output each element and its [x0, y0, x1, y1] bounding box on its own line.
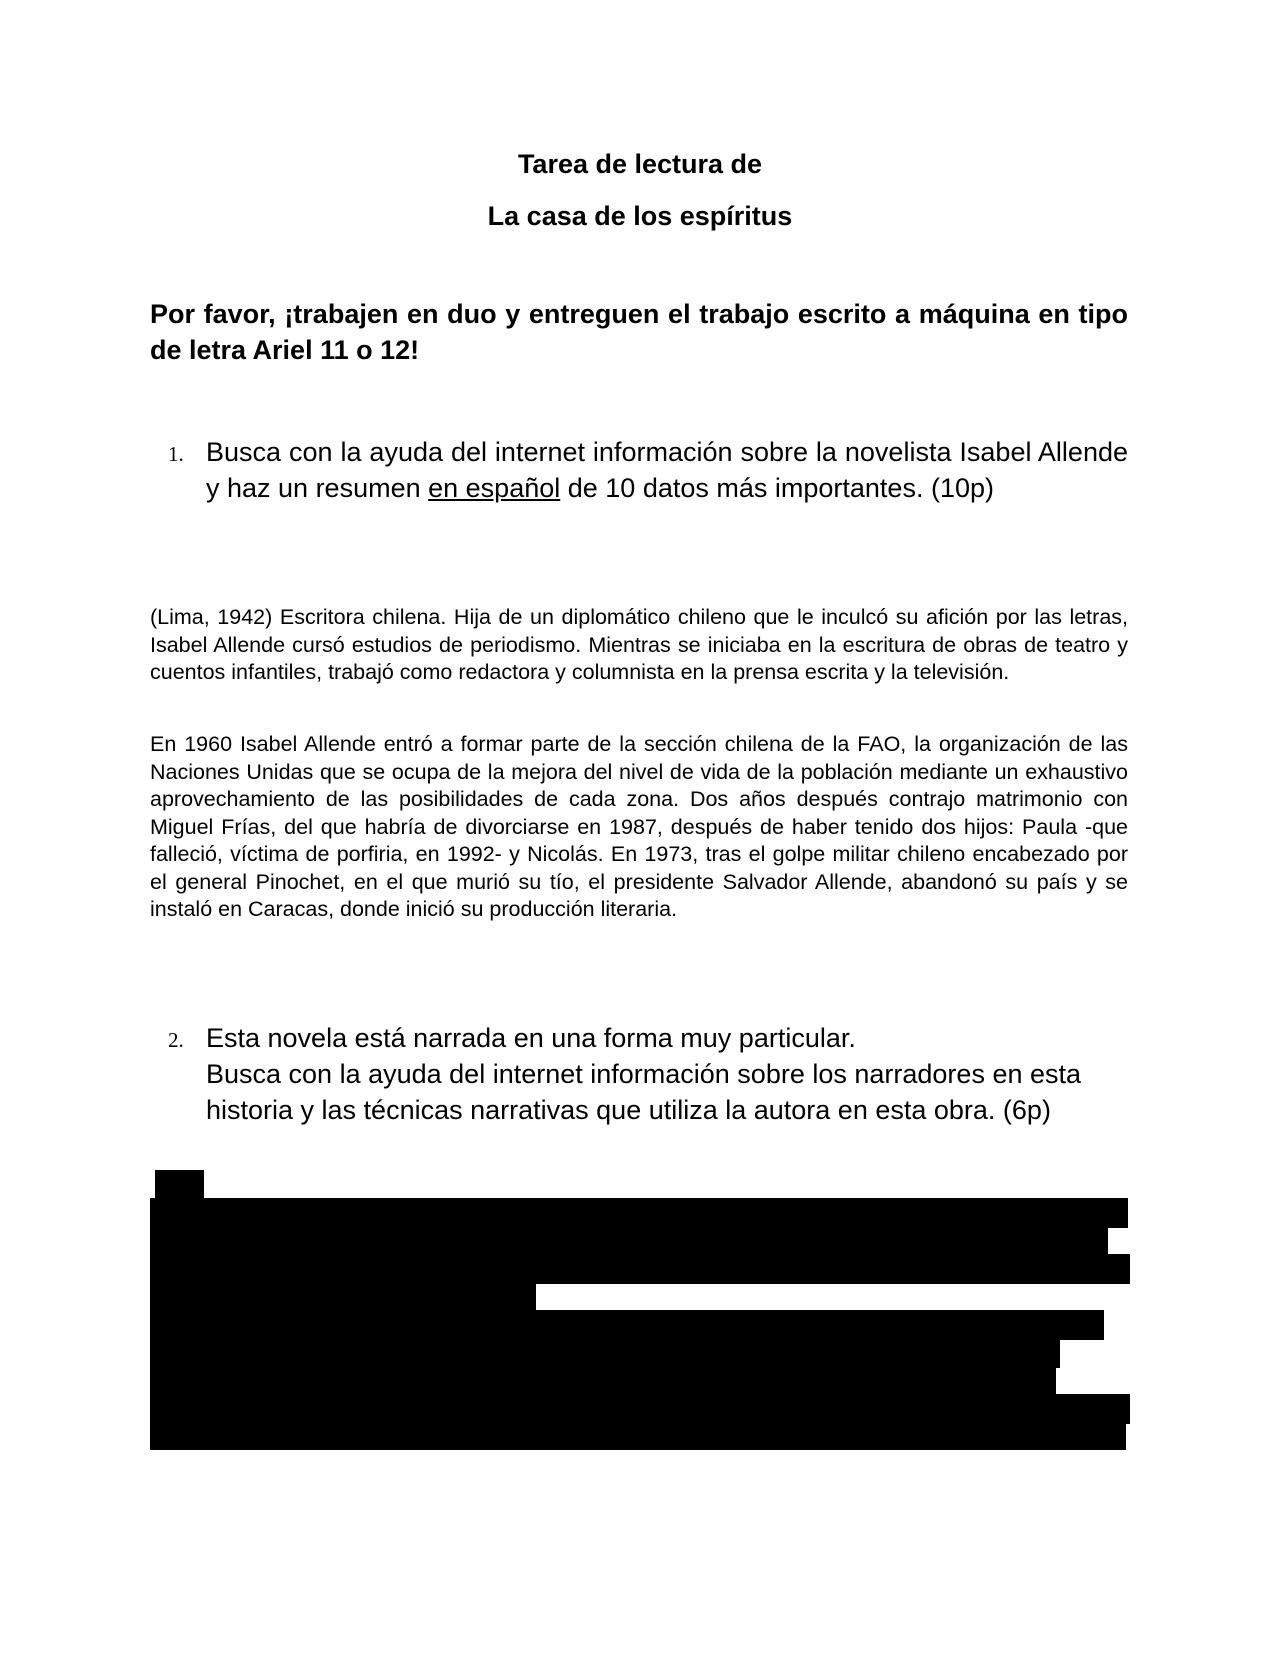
question-text [206, 434, 1128, 506]
question-text-line: Esta novela está narrada en una forma muy particular. [206, 1023, 856, 1053]
question-number: 1. [168, 442, 184, 466]
instruction-text: Por favor, ¡trabajen en duo y entreguen el trabajo escrito a máquina en tipo de letra Ariel 11 o 12! [150, 299, 1128, 365]
question-text [206, 1020, 1128, 1128]
question-2 [150, 1020, 1128, 1128]
redaction-bar [150, 1226, 1108, 1256]
answer-paragraph: En 1960 Isabel Allende entró a formar parte de la sección chilena de la FAO, la organización de las Naciones Unidas que se ocupa de la mejora del nivel de vida de la población mediante un exhaustivo aprovechamiento de las posibilidades de cada zona. Dos años después contrajo matrimonio con Miguel Frías, del que habría de divorciarse en 1987, después de haber tenido dos hijos: Paula -que falleció, víctima de porfiria, en 1992- y Nicolás. En 1973, tras el golpe militar chileno encabezado por el general Pinochet, en el que murió su tío, el presidente Salvador Allende, abandonó su país y se instaló en Caracas, donde inició su producción literaria. [150, 732, 1128, 921]
page-subtitle: La casa de los espíritus [487, 201, 793, 231]
redaction-bar [150, 1310, 1104, 1340]
question-1 [150, 434, 1128, 506]
redaction-bar [150, 1394, 1130, 1424]
redaction-bar [150, 1338, 1060, 1368]
question-text-part: Busca con la ayuda del internet información sobre la novelista Isabel Allende y haz un resumen [206, 437, 1128, 503]
redaction-bar [150, 1282, 536, 1312]
underlined-text: en español [428, 473, 561, 503]
redaction-bar [155, 1170, 204, 1200]
page-title: Tarea de lectura de [517, 149, 763, 179]
question-text-part: de 10 datos más importantes. (10p) [560, 473, 994, 503]
redaction-bar [150, 1254, 1130, 1284]
answer-paragraph: (Lima, 1942) Escritora chilena. Hija de un diplomático chileno que le inculcó su afición por las letras, Isabel Allende cursó estudios de periodismo. Mientras se iniciaba en la escritura de obras de teatro y cuentos infantiles, trabajó como redactora y columnista en la prensa escrita y la televisión. [150, 605, 1128, 684]
redaction-bar [150, 1366, 1056, 1396]
question-text-line: Busca con la ayuda del internet información sobre los narradores en esta historia y las técnicas narrativas que utiliza la autora en esta obra. (6p) [206, 1059, 1082, 1125]
question-number: 2. [168, 1028, 184, 1052]
redaction-bar [150, 1198, 1128, 1228]
redaction-bar [150, 1422, 1126, 1450]
